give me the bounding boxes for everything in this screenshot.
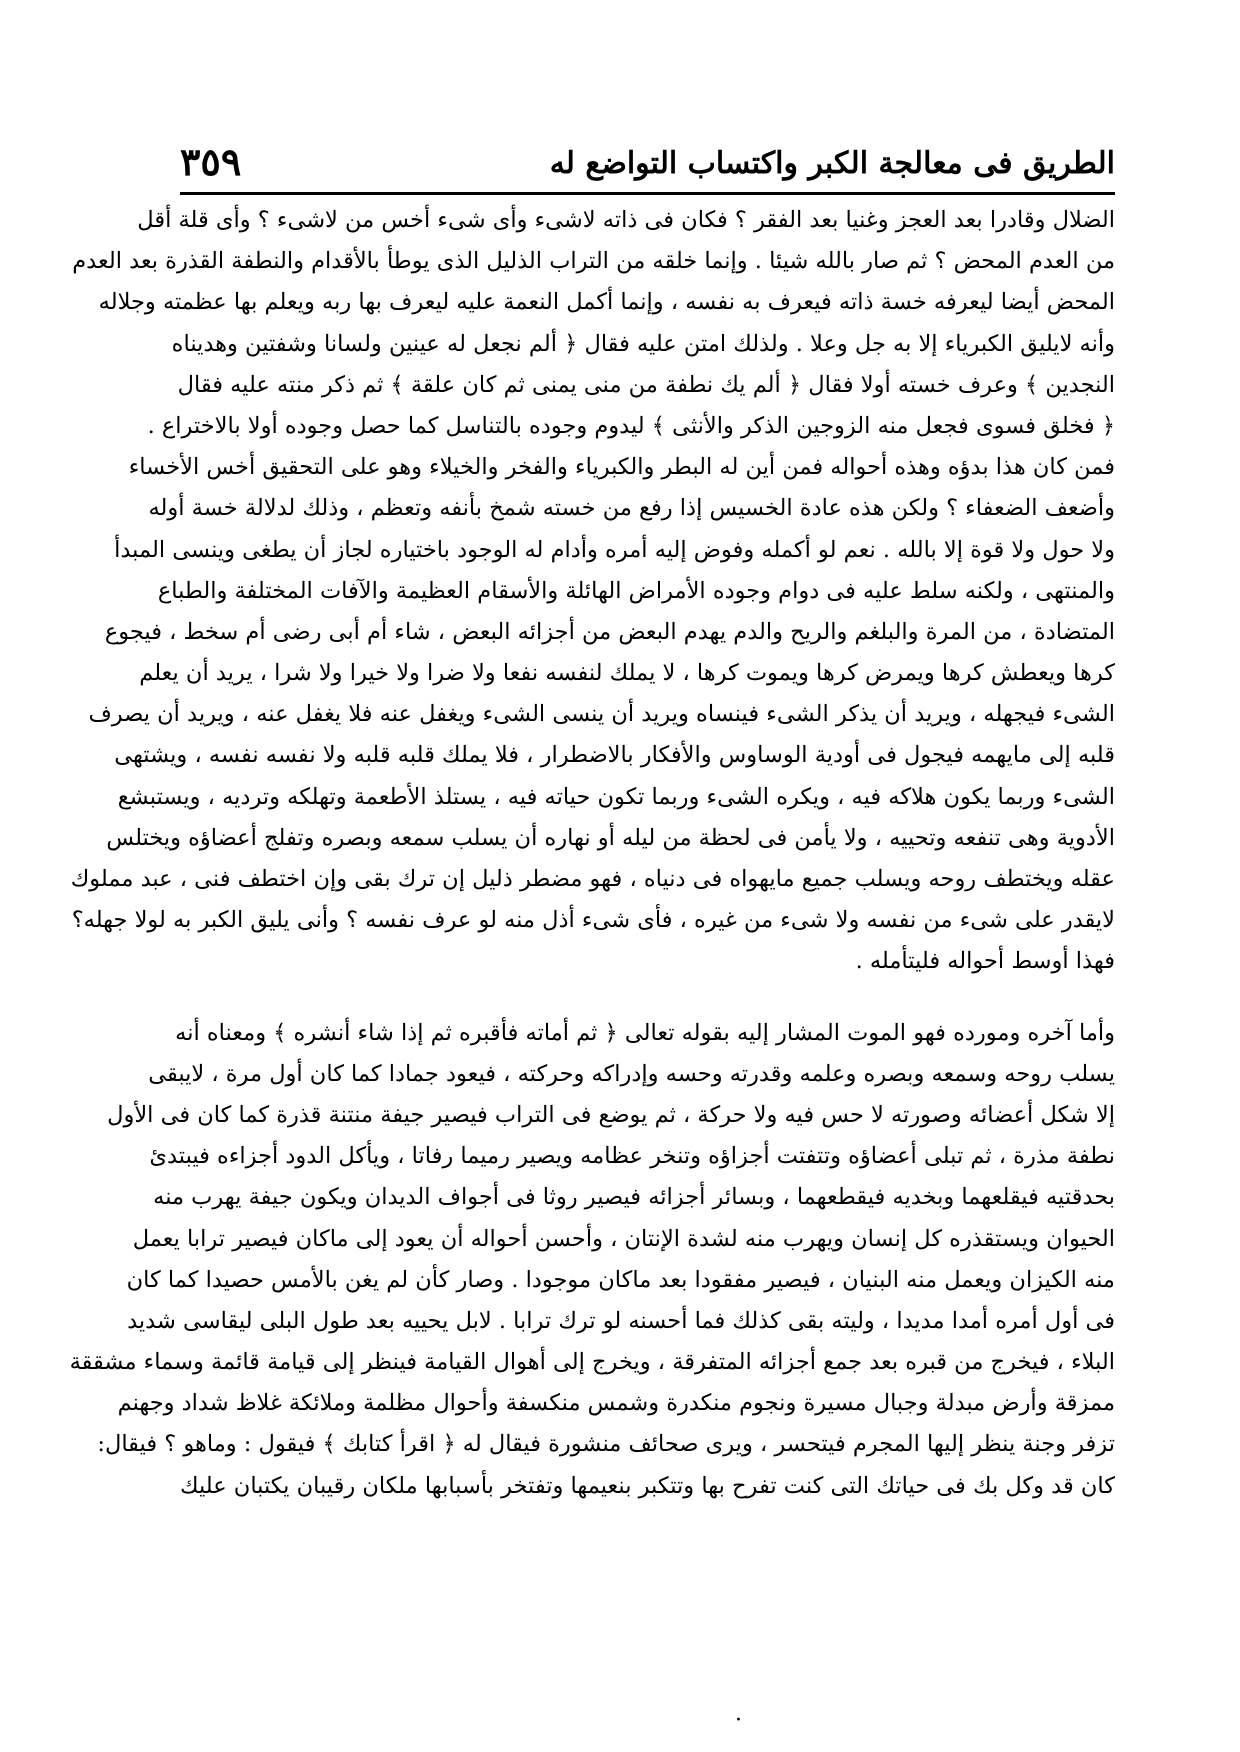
text-line: نطفة مذرة ، ثم تبلى أعضاؤه وتتفتت أجزاؤه وتنخر عظامه ويصير رميما رفاتا ، ويأكل الدود أجزاءه فيبتدئ xyxy=(149,1143,1115,1170)
text-line: الضلال وقادرا بعد العجز وغنيا بعد الفقر ؟ فكان فى ذاته لاشىء وأى شىء أخس من لاشىء ؟ وأى قلة أقل xyxy=(137,207,1115,233)
paragraph xyxy=(70,200,1115,983)
text-line: كان قد وكل بك فى حياتك التى كنت تفرح بها وتتكبر بنعيمها وتفتخر بأسبابها ملكان رقيبان يكتبان عليك xyxy=(180,1472,1115,1499)
text-line: المحض أيضا ليعرفه خسة ذاته فيعرف به نفسه ، وإنما أكمل النعمة عليه ليعرف بها ربه ويعلم بها عظمته وجلاله xyxy=(98,289,1115,316)
text-line: الشىء فيجهله ، ويريد أن يذكر الشىء فينساه ويريد أن ينسى الشىء ويغفل عنه فلا يغفل عنه ، ويريد أن يصرف xyxy=(88,701,1115,728)
text-line: لايقدر على شىء من نفسه ولا شىء من غيره ، فأى شىء أذل منه لو عرف نفسه ؟ وأنى يليق الكبر به لولا جهله؟ xyxy=(71,907,1115,934)
text-line: عقله ويختطف روحه ويسلب جميع مايهواه فى دنياه ، فهو مضطر ذليل إن ترك بقى وإن اختطف فنى ، عبد مملوك xyxy=(70,866,1115,892)
paragraph xyxy=(69,1013,1115,1507)
text-line: إلا شكل أعضائه وصورته لا حس فيه ولا حركة ، ثم يوضع فى التراب فيصير جيفة منتنة قذرة كما كان فى الأول xyxy=(107,1101,1115,1128)
text-line: ﴿ فخلق فسوى فجعل منه الزوجين الذكر والأنثى ﴾ ليدوم وجوده بالتناسل كما حصل وجوده أولا بالاختراع . xyxy=(147,412,1115,439)
text-line: قلبه إلى مايهمه فيجول فى أودية الوساوس والأفكار بالاضطرار ، فلا يملك قلبه قلبه ولا نفسه نفسه ، ويشتهى xyxy=(114,742,1115,769)
text-line: وأضعف الضعفاء ؟ ولكن هذه عادة الخسيس إذا رفع من خسته شمخ بأنفه وتعظم ، وذلك لدلالة خسة أوله xyxy=(148,495,1115,522)
text-line: منه الكيزان ويعمل منه البنيان ، فيصير مفقودا بعد ماكان موجودا . وصار كأن لم يغن بالأمس حصيدا كما كان xyxy=(126,1266,1115,1293)
running-title: الطريق فى معالجة الكبر واكتساب التواضع له xyxy=(549,146,1115,181)
page-number: ٣٥٩ xyxy=(180,139,242,184)
text-line: والمنتهى ، ولكنه سلط عليه فى دوام وجوده الأمراض الهائلة والأسقام العظيمة والآفات المختلفة والطباع xyxy=(157,577,1115,604)
text-line: ممزقة وأرض مبدلة وجبال مسيرة ونجوم منكدرة وشمس منكسفة وأحوال مظلمة وملائكة غلاظ شداد وجهنم xyxy=(117,1390,1115,1417)
text-line: المتضادة ، من المرة والبلغم والريح والدم يهدم البعض من أجزائه البعض ، شاء أم أبى رضى أم سخط ، فيجوع xyxy=(104,618,1115,645)
text-line: الشىء وربما يكون هلاكه فيه ، ويكره الشىء وربما تكون حياته فيه ، يستلذ الأطعمة وتهلكه وترديه ، ويستبشع xyxy=(117,783,1115,810)
text-line: الأدوية وهى تنفعه وتحييه ، ولا يأمن فى لحظة من ليله أو نهاره أن يسلب سمعه وبصره وتفلج أعضاؤه ويختلس xyxy=(106,824,1115,851)
text-line: كرها ويعطش كرها ويمرض كرها ويموت كرها ، لا يملك لنفسه نفعا ولا ضرا ولا خيرا ولا شرا ، يريد أن يعلم xyxy=(139,660,1115,687)
text-line: الحيوان ويستقذره كل إنسان ويهرب منه لشدة الإنتان ، وأحسن أحواله أن يعود إلى ماكان فيصير ترابا يعمل xyxy=(132,1225,1115,1252)
text-line: النجدين ﴾ وعرف خسته أولا فقال ﴿ ألم يك نطفة من منى يمنى ثم كان علقة ﴾ ثم ذكر منته عليه فقال xyxy=(177,371,1115,398)
text-line: ولا حول ولا قوة إلا بالله . نعم لو أكمله وفوض إليه أمره وأدام له الوجود باختياره لجاز أن يطغى وينسى المبدأ xyxy=(114,536,1115,563)
text-line: فى أول أمره أمدا مديدا ، وليته بقى كذلك فما أحسنه لو ترك ترابا . لابل يحييه بعد طول البلى ليقاسى شديد xyxy=(127,1307,1115,1334)
running-header xyxy=(180,140,1115,195)
text-line: فمن كان هذا بدؤه وهذه أحواله فمن أين له البطر والكبرياء والفخر والخيلاء وهو على التحقيق أخس الأخساء xyxy=(128,454,1115,481)
text-line: من العدم المحض ؟ ثم صار بالله شيئا . وإنما خلقه من التراب الذليل الذى يوطأ بالأقدام والنطفة القذرة بعد العدم xyxy=(72,248,1115,275)
page-mark: · xyxy=(735,1708,742,1733)
text-line: وأنه لايليق الكبرياء إلا به جل وعلا . ولذلك امتن عليه فقال ﴿ ألم نجعل له عينين ولسانا وشفتين وهديناه xyxy=(171,330,1115,357)
text-line: فهذا أوسط أحواله فليتأمله . xyxy=(855,948,1115,975)
text-line: تزفر وجنة ينظر إليها المجرم فيتحسر ، ويرى صحائف منشورة فيقال له ﴿ اقرأ كتابك ﴾ فيقول : وماهو ؟ فيقال: xyxy=(97,1431,1115,1458)
text-line: البلاء ، فيخرج من قبره بعد جمع أجزائه المتفرقة ، ويخرج إلى أهوال القيامة فينظر إلى قيامة قائمة وسماء مشققة xyxy=(69,1349,1115,1376)
body-text xyxy=(69,200,1115,1507)
text-line: يسلب روحه وسمعه وبصره وعلمه وقدرته وحسه وإدراكه وحركته ، فيعود جمادا كما كان أول مرة ، لايبقى xyxy=(148,1060,1115,1087)
text-line: بحدقتيه فيقلعهما وبخديه فيقطعهما ، وبسائر أجزائه فيصير روثا فى أجواف الديدان ويكون جيفة يهرب منه xyxy=(153,1184,1115,1211)
text-line: وأما آخره ومورده فهو الموت المشار إليه بقوله تعالى ﴿ ثم أماته فأقبره ثم إذا شاء أنشره ﴾ ومعناه أنه xyxy=(175,1019,1115,1046)
